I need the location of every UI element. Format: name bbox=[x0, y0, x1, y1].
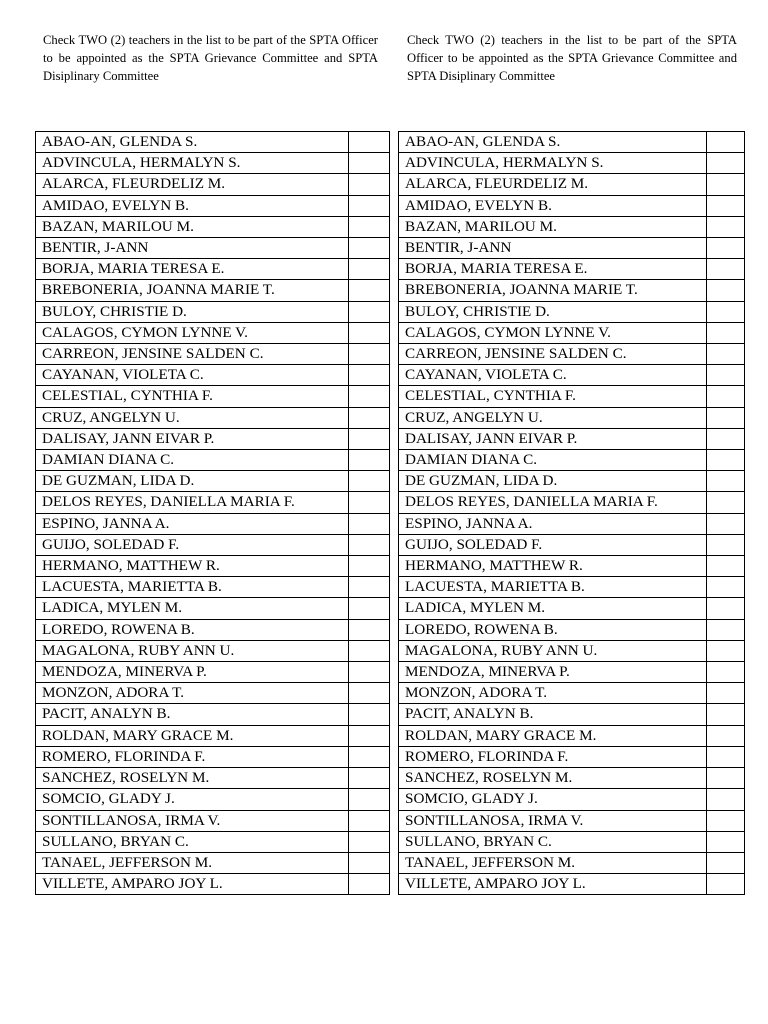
check-box[interactable] bbox=[349, 768, 390, 789]
check-box[interactable] bbox=[707, 386, 745, 407]
teacher-name: HERMANO, MATTHEW R. bbox=[399, 556, 707, 577]
check-box[interactable] bbox=[707, 259, 745, 280]
teacher-name: GUIJO, SOLEDAD F. bbox=[399, 534, 707, 555]
teacher-name: BULOY, CHRISTIE D. bbox=[36, 301, 349, 322]
teacher-name: ABAO-AN, GLENDA S. bbox=[36, 132, 349, 153]
check-box[interactable] bbox=[707, 428, 745, 449]
check-box[interactable] bbox=[349, 450, 390, 471]
table-row bbox=[36, 556, 390, 577]
check-box[interactable] bbox=[349, 831, 390, 852]
teacher-name: BREBONERIA, JOANNA MARIE T. bbox=[36, 280, 349, 301]
check-box[interactable] bbox=[707, 132, 745, 153]
teacher-name: DELOS REYES, DANIELLA MARIA F. bbox=[399, 492, 707, 513]
check-box[interactable] bbox=[349, 301, 390, 322]
teacher-name: LADICA, MYLEN M. bbox=[399, 598, 707, 619]
check-box[interactable] bbox=[707, 153, 745, 174]
table-row bbox=[399, 450, 745, 471]
table-row bbox=[399, 852, 745, 873]
check-box[interactable] bbox=[349, 577, 390, 598]
instruction-text: Check TWO (2) teachers in the list to be part of the SPTA Officer to be appointed as the SPTA Grievance Committee and SPTA Disiplinary Committee bbox=[43, 33, 378, 83]
teacher-name: CARREON, JENSINE SALDEN C. bbox=[36, 344, 349, 365]
check-box[interactable] bbox=[349, 259, 390, 280]
table-row bbox=[36, 534, 390, 555]
check-box[interactable] bbox=[707, 704, 745, 725]
teacher-name: SONTILLANOSA, IRMA V. bbox=[36, 810, 349, 831]
table-row bbox=[399, 577, 745, 598]
table-row bbox=[399, 598, 745, 619]
teacher-name: SANCHEZ, ROSELYN M. bbox=[399, 768, 707, 789]
table-row bbox=[36, 322, 390, 343]
check-box[interactable] bbox=[349, 810, 390, 831]
teacher-name: AMIDAO, EVELYN B. bbox=[399, 195, 707, 216]
table-row bbox=[36, 216, 390, 237]
table-row bbox=[36, 640, 390, 661]
check-box[interactable] bbox=[349, 556, 390, 577]
teacher-name: CRUZ, ANGELYN U. bbox=[399, 407, 707, 428]
teacher-name: MONZON, ADORA T. bbox=[36, 683, 349, 704]
check-box[interactable] bbox=[707, 513, 745, 534]
check-box[interactable] bbox=[707, 662, 745, 683]
check-box[interactable] bbox=[707, 556, 745, 577]
teacher-name: MENDOZA, MINERVA P. bbox=[399, 662, 707, 683]
check-box[interactable] bbox=[707, 344, 745, 365]
table-row bbox=[399, 492, 745, 513]
check-box[interactable] bbox=[349, 365, 390, 386]
check-box[interactable] bbox=[349, 683, 390, 704]
check-box[interactable] bbox=[707, 492, 745, 513]
table-row bbox=[36, 428, 390, 449]
table-row bbox=[36, 195, 390, 216]
check-box[interactable] bbox=[707, 768, 745, 789]
teacher-name: SONTILLANOSA, IRMA V. bbox=[399, 810, 707, 831]
table-row bbox=[36, 789, 390, 810]
teacher-name: ALARCA, FLEURDELIZ M. bbox=[399, 174, 707, 195]
teacher-name: SOMCIO, GLADY J. bbox=[36, 789, 349, 810]
table-row bbox=[36, 301, 390, 322]
table-row bbox=[36, 852, 390, 873]
teacher-table bbox=[35, 131, 390, 895]
check-box[interactable] bbox=[349, 789, 390, 810]
table-row bbox=[399, 746, 745, 767]
teacher-name: BENTIR, J-ANN bbox=[399, 238, 707, 259]
table-row bbox=[399, 619, 745, 640]
table-row bbox=[36, 386, 390, 407]
table-row bbox=[36, 831, 390, 852]
teacher-name: SOMCIO, GLADY J. bbox=[399, 789, 707, 810]
check-box[interactable] bbox=[707, 619, 745, 640]
table-row bbox=[36, 174, 390, 195]
check-box[interactable] bbox=[349, 386, 390, 407]
teacher-name: MONZON, ADORA T. bbox=[399, 683, 707, 704]
table-row bbox=[36, 598, 390, 619]
table-row bbox=[36, 768, 390, 789]
teacher-name: SULLANO, BRYAN C. bbox=[36, 831, 349, 852]
check-box[interactable] bbox=[707, 195, 745, 216]
teacher-name: SANCHEZ, ROSELYN M. bbox=[36, 768, 349, 789]
table-row bbox=[399, 768, 745, 789]
table-row bbox=[399, 344, 745, 365]
table-row bbox=[36, 344, 390, 365]
teacher-name: AMIDAO, EVELYN B. bbox=[36, 195, 349, 216]
table-row bbox=[399, 301, 745, 322]
table-row bbox=[36, 259, 390, 280]
instruction-text: Check TWO (2) teachers in the list to be part of the SPTA Officer to be appointed as the SPTA Grievance Committee and SPTA Disiplinary Committee bbox=[407, 33, 737, 83]
teacher-name: CARREON, JENSINE SALDEN C. bbox=[399, 344, 707, 365]
table-row bbox=[399, 704, 745, 725]
check-box[interactable] bbox=[707, 216, 745, 237]
check-box[interactable] bbox=[349, 725, 390, 746]
check-box[interactable] bbox=[349, 322, 390, 343]
check-box[interactable] bbox=[349, 662, 390, 683]
table-row bbox=[36, 238, 390, 259]
table-row bbox=[399, 428, 745, 449]
check-box[interactable] bbox=[349, 174, 390, 195]
table-row bbox=[36, 492, 390, 513]
teacher-name: ROLDAN, MARY GRACE M. bbox=[399, 725, 707, 746]
table-row bbox=[399, 662, 745, 683]
check-box[interactable] bbox=[707, 174, 745, 195]
table-row bbox=[399, 874, 745, 895]
check-box[interactable] bbox=[707, 725, 745, 746]
teacher-name: TANAEL, JEFFERSON M. bbox=[36, 852, 349, 873]
teacher-name: MENDOZA, MINERVA P. bbox=[36, 662, 349, 683]
check-box[interactable] bbox=[707, 810, 745, 831]
teacher-name: LADICA, MYLEN M. bbox=[36, 598, 349, 619]
teacher-name: CELESTIAL, CYNTHIA F. bbox=[36, 386, 349, 407]
check-box[interactable] bbox=[707, 852, 745, 873]
teacher-name: PACIT, ANALYN B. bbox=[36, 704, 349, 725]
teacher-name: DALISAY, JANN EIVAR P. bbox=[399, 428, 707, 449]
teacher-name: CALAGOS, CYMON LYNNE V. bbox=[399, 322, 707, 343]
table-row bbox=[36, 365, 390, 386]
table-row bbox=[399, 153, 745, 174]
table-row bbox=[36, 407, 390, 428]
check-box[interactable] bbox=[707, 238, 745, 259]
table-row bbox=[399, 195, 745, 216]
teacher-name: DE GUZMAN, LIDA D. bbox=[399, 471, 707, 492]
teacher-name: CRUZ, ANGELYN U. bbox=[36, 407, 349, 428]
teacher-name: CAYANAN, VIOLETA C. bbox=[399, 365, 707, 386]
teacher-name: BREBONERIA, JOANNA MARIE T. bbox=[399, 280, 707, 301]
teacher-name: BORJA, MARIA TERESA E. bbox=[399, 259, 707, 280]
table-row bbox=[36, 577, 390, 598]
check-box[interactable] bbox=[349, 534, 390, 555]
table-row bbox=[399, 534, 745, 555]
teacher-name: BORJA, MARIA TERESA E. bbox=[36, 259, 349, 280]
teacher-name: DELOS REYES, DANIELLA MARIA F. bbox=[36, 492, 349, 513]
table-row bbox=[399, 810, 745, 831]
check-box[interactable] bbox=[349, 598, 390, 619]
check-box[interactable] bbox=[707, 407, 745, 428]
teacher-name: PACIT, ANALYN B. bbox=[399, 704, 707, 725]
table-row bbox=[36, 280, 390, 301]
table-row bbox=[36, 132, 390, 153]
check-box[interactable] bbox=[349, 746, 390, 767]
table-row bbox=[36, 704, 390, 725]
teacher-name: LACUESTA, MARIETTA B. bbox=[36, 577, 349, 598]
table-row bbox=[36, 683, 390, 704]
check-box[interactable] bbox=[707, 280, 745, 301]
check-box[interactable] bbox=[707, 874, 745, 895]
check-box[interactable] bbox=[349, 874, 390, 895]
check-box[interactable] bbox=[349, 471, 390, 492]
check-box[interactable] bbox=[349, 619, 390, 640]
table-row bbox=[36, 662, 390, 683]
teacher-name: ROLDAN, MARY GRACE M. bbox=[36, 725, 349, 746]
table-row bbox=[36, 874, 390, 895]
check-box[interactable] bbox=[349, 852, 390, 873]
teacher-name: ADVINCULA, HERMALYN S. bbox=[36, 153, 349, 174]
table-row bbox=[36, 619, 390, 640]
teacher-name: LOREDO, ROWENA B. bbox=[399, 619, 707, 640]
table-row bbox=[399, 789, 745, 810]
check-box[interactable] bbox=[707, 640, 745, 661]
check-box[interactable] bbox=[349, 513, 390, 534]
check-box[interactable] bbox=[707, 301, 745, 322]
table-row bbox=[36, 725, 390, 746]
teacher-name: BAZAN, MARILOU M. bbox=[36, 216, 349, 237]
teacher-name: LACUESTA, MARIETTA B. bbox=[399, 577, 707, 598]
check-box[interactable] bbox=[707, 683, 745, 704]
teacher-name: DAMIAN DIANA C. bbox=[36, 450, 349, 471]
check-box[interactable] bbox=[349, 132, 390, 153]
table-row bbox=[399, 238, 745, 259]
table-row bbox=[399, 365, 745, 386]
check-box[interactable] bbox=[707, 577, 745, 598]
check-box[interactable] bbox=[707, 598, 745, 619]
check-box[interactable] bbox=[349, 344, 390, 365]
teacher-name: TANAEL, JEFFERSON M. bbox=[399, 852, 707, 873]
check-box[interactable] bbox=[707, 365, 745, 386]
table-row bbox=[36, 746, 390, 767]
table-row bbox=[36, 810, 390, 831]
teacher-name: ROMERO, FLORINDA F. bbox=[36, 746, 349, 767]
teacher-name: DE GUZMAN, LIDA D. bbox=[36, 471, 349, 492]
teacher-name: ESPINO, JANNA A. bbox=[399, 513, 707, 534]
check-box[interactable] bbox=[349, 280, 390, 301]
teacher-name: BAZAN, MARILOU M. bbox=[399, 216, 707, 237]
check-box[interactable] bbox=[349, 216, 390, 237]
teacher-name: ROMERO, FLORINDA F. bbox=[399, 746, 707, 767]
check-box[interactable] bbox=[349, 640, 390, 661]
table-row bbox=[399, 280, 745, 301]
table-row bbox=[36, 153, 390, 174]
check-box[interactable] bbox=[349, 195, 390, 216]
table-row bbox=[399, 174, 745, 195]
teacher-name: VILLETE, AMPARO JOY L. bbox=[399, 874, 707, 895]
table-row bbox=[399, 556, 745, 577]
table-row bbox=[399, 259, 745, 280]
table-row bbox=[36, 471, 390, 492]
teacher-name: SULLANO, BRYAN C. bbox=[399, 831, 707, 852]
table-row bbox=[399, 725, 745, 746]
check-box[interactable] bbox=[349, 407, 390, 428]
check-box[interactable] bbox=[707, 471, 745, 492]
teacher-name: DALISAY, JANN EIVAR P. bbox=[36, 428, 349, 449]
table-row bbox=[399, 831, 745, 852]
teacher-table bbox=[398, 131, 745, 895]
teacher-name: ALARCA, FLEURDELIZ M. bbox=[36, 174, 349, 195]
check-box[interactable] bbox=[349, 428, 390, 449]
table-row bbox=[399, 132, 745, 153]
teacher-name: LOREDO, ROWENA B. bbox=[36, 619, 349, 640]
check-box[interactable] bbox=[349, 492, 390, 513]
teacher-name: BULOY, CHRISTIE D. bbox=[399, 301, 707, 322]
check-box[interactable] bbox=[349, 238, 390, 259]
check-box[interactable] bbox=[707, 746, 745, 767]
teacher-name: ABAO-AN, GLENDA S. bbox=[399, 132, 707, 153]
teacher-name: BENTIR, J-ANN bbox=[36, 238, 349, 259]
check-box[interactable] bbox=[707, 534, 745, 555]
check-box[interactable] bbox=[349, 153, 390, 174]
teacher-name: CELESTIAL, CYNTHIA F. bbox=[399, 386, 707, 407]
table-row bbox=[36, 450, 390, 471]
check-box[interactable] bbox=[707, 322, 745, 343]
teacher-name: MAGALONA, RUBY ANN U. bbox=[399, 640, 707, 661]
table-row bbox=[399, 386, 745, 407]
table-row bbox=[36, 513, 390, 534]
teacher-name: VILLETE, AMPARO JOY L. bbox=[36, 874, 349, 895]
table-row bbox=[399, 683, 745, 704]
check-box[interactable] bbox=[707, 789, 745, 810]
table-row bbox=[399, 513, 745, 534]
check-box[interactable] bbox=[707, 831, 745, 852]
table-row bbox=[399, 216, 745, 237]
teacher-name: ADVINCULA, HERMALYN S. bbox=[399, 153, 707, 174]
teacher-name: HERMANO, MATTHEW R. bbox=[36, 556, 349, 577]
teacher-name: DAMIAN DIANA C. bbox=[399, 450, 707, 471]
table-row bbox=[399, 407, 745, 428]
teacher-name: ESPINO, JANNA A. bbox=[36, 513, 349, 534]
table-row bbox=[399, 640, 745, 661]
teacher-name: CAYANAN, VIOLETA C. bbox=[36, 365, 349, 386]
table-row bbox=[399, 471, 745, 492]
table-row bbox=[399, 322, 745, 343]
teacher-name: CALAGOS, CYMON LYNNE V. bbox=[36, 322, 349, 343]
teacher-name: MAGALONA, RUBY ANN U. bbox=[36, 640, 349, 661]
check-box[interactable] bbox=[707, 450, 745, 471]
check-box[interactable] bbox=[349, 704, 390, 725]
teacher-name: GUIJO, SOLEDAD F. bbox=[36, 534, 349, 555]
